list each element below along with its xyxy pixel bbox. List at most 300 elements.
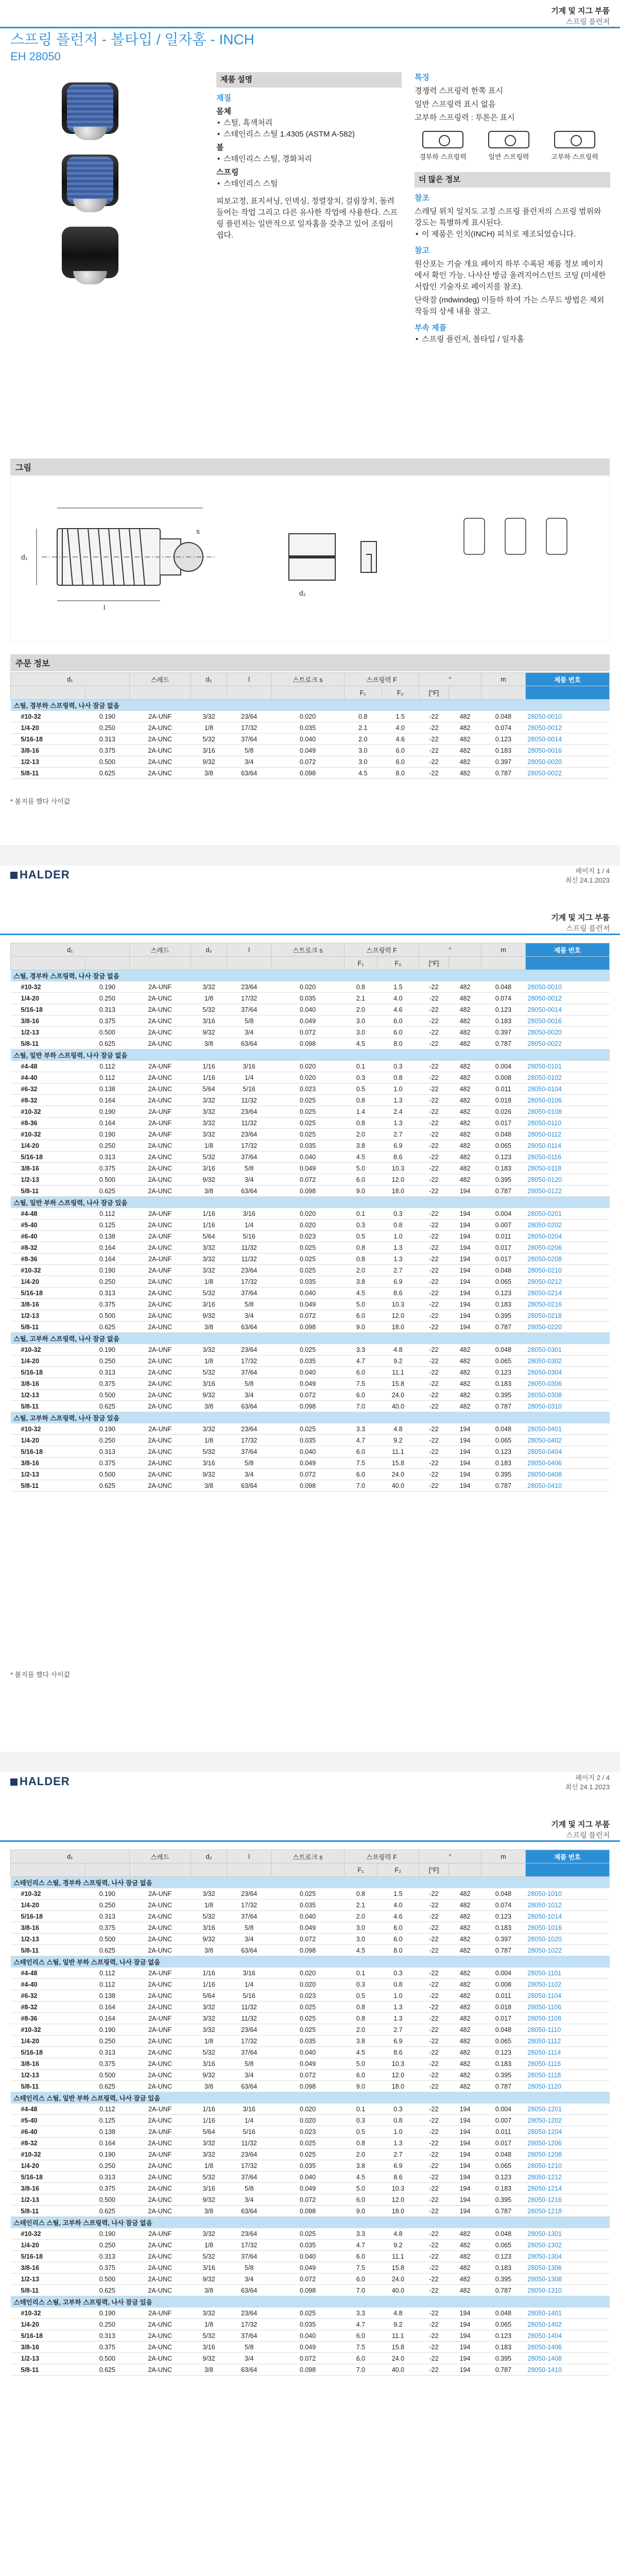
table-cell: 1/4-20 <box>11 2160 85 2172</box>
table-cell: 11/32 <box>227 1117 271 1129</box>
table-row <box>11 1208 610 1219</box>
table-cell: 9/32 <box>191 1934 227 1945</box>
order-number-link[interactable]: 28050-1120 <box>525 2081 609 2092</box>
table-cell: 5/16-18 <box>11 2172 85 2183</box>
order-number-link[interactable]: 28050-0022 <box>525 1038 609 1049</box>
table-header-cell: 스레드 <box>129 943 191 957</box>
order-number-link[interactable]: 28050-1304 <box>525 2251 609 2262</box>
footer-page-info <box>565 867 610 885</box>
table-cell: -22 <box>419 2319 449 2330</box>
table-group-title: 스틸, 경부하 스프링력, 나사 잠금 없음 <box>11 700 610 711</box>
material-label: 재질 <box>216 94 231 103</box>
table-cell: 0.123 <box>481 1911 526 1922</box>
table-cell: 10.3 <box>377 2058 419 2070</box>
table-cell: 5/32 <box>191 734 227 745</box>
table-cell: 194 <box>449 1185 481 1197</box>
table-group-row <box>11 1049 610 1061</box>
halder-logo <box>10 1775 70 1788</box>
order-number-link[interactable]: 28050-0014 <box>525 1004 609 1015</box>
table-cell: 0.048 <box>481 2228 526 2240</box>
table-cell: 482 <box>449 2251 481 2262</box>
order-number-link[interactable]: 28050-0402 <box>525 1435 609 1446</box>
table-row <box>11 711 610 722</box>
order-number-link[interactable]: 28050-1406 <box>525 2342 609 2353</box>
table-cell: 4.5 <box>345 1151 377 1163</box>
table-cell: 2A-UNC <box>129 1015 191 1027</box>
table-cell: 0.250 <box>85 1276 129 1287</box>
table-row <box>11 1900 610 1911</box>
order-number-link[interactable]: 28050-0214 <box>525 1287 609 1299</box>
table-cell: 63/64 <box>227 768 271 779</box>
table-cell: 17/32 <box>227 2319 271 2330</box>
order-number-link[interactable]: 28050-1410 <box>525 2364 609 2376</box>
table-cell: 0.098 <box>271 2285 345 2296</box>
table-cell: 0.164 <box>85 2013 129 2024</box>
order-number-link[interactable]: 28050-0218 <box>525 1310 609 1321</box>
spec-table-3 <box>10 1850 610 2376</box>
header-subcategory: 스프링 플런저 <box>565 1831 610 1839</box>
table-cell: 1/2-13 <box>11 1310 85 1321</box>
table-cell: 9.2 <box>377 1355 419 1367</box>
table-cell: 40.0 <box>377 2285 419 2296</box>
table-cell: #10-32 <box>11 711 85 722</box>
table-cell: 3/8-16 <box>11 745 85 756</box>
table-cell: 0.625 <box>85 2364 129 2376</box>
order-number-link[interactable]: 28050-0212 <box>525 1276 609 1287</box>
ball-line-1: • 스테인리스 스틸, 경화처리 <box>216 154 402 165</box>
table-cell: 0.074 <box>481 993 526 1004</box>
order-number-link[interactable]: 28050-1308 <box>525 2274 609 2285</box>
table-cell: 5/16-18 <box>11 1287 85 1299</box>
table-row <box>11 1253 610 1265</box>
table-cell: 0.065 <box>481 2160 526 2172</box>
table-cell: 0.787 <box>481 2081 526 2092</box>
order-number-link[interactable]: 28050-0106 <box>525 1095 609 1106</box>
table-cell: 3/32 <box>191 1129 227 1140</box>
table-cell: 0.123 <box>481 1446 526 1458</box>
table-cell: 9/32 <box>191 2274 227 2285</box>
table-cell: 17/32 <box>227 2160 271 2172</box>
table-cell: 0.098 <box>271 1038 345 1049</box>
table-cell: 0.183 <box>481 1299 526 1310</box>
order-number-link[interactable]: 28050-0020 <box>525 756 609 768</box>
table-cell: 17/32 <box>227 1140 271 1151</box>
table-cell: 0.8 <box>345 2138 377 2149</box>
table-cell: 194 <box>449 1446 481 1458</box>
table-cell: #4-48 <box>11 2104 85 2115</box>
order-number-link[interactable]: 28050-1401 <box>525 2308 609 2319</box>
table-cell: 2A-UNC <box>129 1027 191 1038</box>
order-number-link[interactable]: 28050-1020 <box>525 1934 609 1945</box>
table-cell: 0.072 <box>271 756 345 768</box>
table-cell: 482 <box>449 2262 481 2274</box>
table-cell: 0.112 <box>85 1061 129 1072</box>
table-cell: 0.787 <box>481 1038 526 1049</box>
table-cell: 0.098 <box>271 1185 345 1197</box>
table-cell: 3/8-16 <box>11 2342 85 2353</box>
order-number-link[interactable]: 28050-1301 <box>525 2228 609 2240</box>
table-cell: 3.0 <box>345 1027 377 1038</box>
order-number-link[interactable]: 28050-1302 <box>525 2240 609 2251</box>
table-header-cell: ° <box>419 673 481 686</box>
table-cell: 0.098 <box>271 1480 345 1492</box>
table-cell: 37/64 <box>227 734 271 745</box>
order-number-link[interactable]: 28050-0308 <box>525 1389 609 1401</box>
order-number-link[interactable]: 28050-1118 <box>525 2070 609 2081</box>
table-cell: 0.625 <box>85 2081 129 2092</box>
note-text-2: 단락잠 (mdwindeg) 이들하 하여 가는 스무드 방법은 제외 작동의 상세 내용 참고. <box>415 296 605 316</box>
table-cell: 18.0 <box>377 1185 419 1197</box>
table-cell: 2A-UNC <box>129 1945 191 1956</box>
order-number-link[interactable]: 28050-0306 <box>525 1378 609 1389</box>
order-number-link[interactable]: 28050-1116 <box>525 2058 609 2070</box>
order-number-link[interactable]: 28050-0122 <box>525 1185 609 1197</box>
table-cell: 1/2-13 <box>11 2274 85 2285</box>
table-cell: 3/32 <box>191 2228 227 2240</box>
table-cell: #6-40 <box>11 1231 85 1242</box>
table-cell: 0.023 <box>271 2126 345 2138</box>
table-cell: 482 <box>449 1344 481 1355</box>
table-cell: 194 <box>449 2308 481 2319</box>
order-number-link[interactable]: 28050-0304 <box>525 1367 609 1378</box>
table-cell: 482 <box>449 1027 481 1038</box>
order-number-link[interactable]: 28050-0010 <box>525 981 609 993</box>
order-number-link[interactable]: 28050-0118 <box>525 1163 609 1174</box>
table-header-cell: 스레드 <box>129 673 191 686</box>
page-header <box>551 1820 610 1840</box>
order-number-link[interactable]: 28050-0112 <box>525 1129 609 1140</box>
table-cell: 5/16-18 <box>11 2047 85 2058</box>
table-cell: 15.8 <box>377 1458 419 1469</box>
table-cell: -22 <box>419 1072 449 1083</box>
table-cell: -22 <box>419 1888 449 1900</box>
table-cell: 2A-UNC <box>129 2319 191 2330</box>
table-cell: -22 <box>419 1321 449 1333</box>
table-cell: 3/8 <box>191 2285 227 2296</box>
table-cell: -22 <box>419 2115 449 2126</box>
order-number-link[interactable]: 28050-1114 <box>525 2047 609 2058</box>
order-number-link[interactable]: 28050-1310 <box>525 2285 609 2296</box>
tip-label: 참조 <box>415 194 429 202</box>
table-group-row <box>11 2092 610 2104</box>
table-cell: 6.0 <box>345 2251 377 2262</box>
table-cell: 0.048 <box>481 1344 526 1355</box>
table-cell: 0.3 <box>377 1061 419 1072</box>
order-number-link[interactable]: 28050-1022 <box>525 1945 609 1956</box>
order-number-link[interactable]: 28050-1404 <box>525 2330 609 2342</box>
table-cell: 3/16 <box>191 1015 227 1027</box>
table-cell: 5/64 <box>191 2126 227 2138</box>
table-group-title: 스틸, 일반 부하 스프링력, 나사 잠금 있음 <box>11 1197 610 1208</box>
table-cell: 0.500 <box>85 1469 129 1480</box>
order-number-link[interactable]: 28050-1206 <box>525 2138 609 2149</box>
table-cell: 6.0 <box>345 1446 377 1458</box>
order-number-link[interactable]: 28050-0202 <box>525 1219 609 1231</box>
drawing-svg <box>11 477 609 641</box>
table-cell: 23/64 <box>227 1129 271 1140</box>
order-number-link[interactable]: 28050-1102 <box>525 1979 609 1990</box>
table-cell: 1/4 <box>227 1219 271 1231</box>
order-number-link[interactable]: 28050-0014 <box>525 734 609 745</box>
table-cell: 3/8 <box>191 1480 227 1492</box>
order-number-link[interactable]: 28050-0410 <box>525 1480 609 1492</box>
table-cell: 1/8 <box>191 1435 227 1446</box>
table-cell: 1/2-13 <box>11 1934 85 1945</box>
order-number-link[interactable]: 28050-0204 <box>525 1231 609 1242</box>
table-cell: 11.1 <box>377 1367 419 1378</box>
table-cell: -22 <box>419 2206 449 2217</box>
order-number-link[interactable]: 28050-0301 <box>525 1344 609 1355</box>
table-cell: -22 <box>419 2160 449 2172</box>
table-cell: -22 <box>419 2036 449 2047</box>
table-cell: 0.025 <box>271 2013 345 2024</box>
table-cell: 0.072 <box>271 1934 345 1945</box>
table-cell: 3/16 <box>191 1378 227 1389</box>
order-number-link[interactable]: 28050-0108 <box>525 1106 609 1117</box>
table-cell: 194 <box>449 1253 481 1265</box>
table-cell: 5/8-11 <box>11 1945 85 1956</box>
order-number-link[interactable]: 28050-0408 <box>525 1469 609 1480</box>
table-cell: 0.375 <box>85 1299 129 1310</box>
table-cell: 3/4 <box>227 2070 271 2081</box>
table-cell: 2A-UNC <box>129 1185 191 1197</box>
table-row <box>11 1979 610 1990</box>
spring-line-1: • 스테인리스 스틸 <box>216 178 402 190</box>
table-cell: 3/16 <box>191 2058 227 2070</box>
table-cell: 194 <box>449 2342 481 2353</box>
table-row <box>11 2081 610 2092</box>
order-number-link[interactable]: 28050-1214 <box>525 2183 609 2194</box>
table-cell: 5/64 <box>191 1083 227 1095</box>
table-cell: 1/2-13 <box>11 756 85 768</box>
order-number-link[interactable]: 28050-0210 <box>525 1265 609 1276</box>
table-cell: 2A-UNF <box>129 711 191 722</box>
order-number-link[interactable]: 28050-0110 <box>525 1117 609 1129</box>
table-cell: 3/8 <box>191 2081 227 2092</box>
table-cell: 5/16 <box>227 1231 271 1242</box>
order-number-link[interactable]: 28050-1402 <box>525 2319 609 2330</box>
order-number-link[interactable]: 28050-1218 <box>525 2206 609 2217</box>
table-cell: 2A-UNF <box>129 2013 191 2024</box>
table-cell: -22 <box>419 1911 449 1922</box>
order-number-link[interactable]: 28050-1104 <box>525 1990 609 2002</box>
order-number-link[interactable]: 28050-0220 <box>525 1321 609 1333</box>
table-cell: 1/4-20 <box>11 722 85 734</box>
table-cell: 3/8-16 <box>11 1378 85 1389</box>
table-row <box>11 2262 610 2274</box>
table-cell: -22 <box>419 1934 449 1945</box>
table-cell: 23/64 <box>227 2228 271 2240</box>
table-cell: 0.250 <box>85 2240 129 2251</box>
order-number-link[interactable]: 28050-0201 <box>525 1208 609 1219</box>
table-row <box>11 1061 610 1072</box>
order-number-link[interactable]: 28050-0101 <box>525 1061 609 1072</box>
table-cell: 0.1 <box>345 1061 377 1072</box>
table-cell: 0.500 <box>85 1389 129 1401</box>
table-cell: 2.0 <box>345 2149 377 2160</box>
heavy-force-label: 고부하 스프링력 <box>551 153 598 161</box>
table-row <box>11 2228 610 2240</box>
table-cell: 2A-UNC <box>129 2353 191 2364</box>
table-cell: -22 <box>419 1027 449 1038</box>
table-cell: 0.190 <box>85 2228 129 2240</box>
table-cell: 482 <box>449 2285 481 2296</box>
table-cell: 0.020 <box>271 2104 345 2115</box>
table-cell: -22 <box>419 1458 449 1469</box>
table-cell: 2A-UNF <box>129 1208 191 1219</box>
order-number-link[interactable]: 28050-0216 <box>525 1299 609 1310</box>
table-cell: 0.625 <box>85 2285 129 2296</box>
table-cell: #6-32 <box>11 1083 85 1095</box>
order-number-link[interactable]: 28050-1110 <box>525 2024 609 2036</box>
table-cell: #4-48 <box>11 1061 85 1072</box>
order-number-link[interactable]: 28050-0302 <box>525 1355 609 1367</box>
table-cell: 1/8 <box>191 993 227 1004</box>
table-cell: 3.8 <box>345 1140 377 1151</box>
table-cell: 4.0 <box>377 993 419 1004</box>
table-cell: -22 <box>419 1015 449 1027</box>
table-cell: 0.250 <box>85 2319 129 2330</box>
table-cell: 0.5 <box>345 1990 377 2002</box>
table-cell: 10.3 <box>377 1163 419 1174</box>
table-cell: 2A-UNC <box>129 1990 191 2002</box>
table-cell: 5/16-18 <box>11 2330 85 2342</box>
table-row <box>11 2138 610 2149</box>
table-cell: 2A-UNC <box>129 2194 191 2206</box>
order-number-link[interactable]: 28050-0114 <box>525 1140 609 1151</box>
order-number-link[interactable]: 28050-1014 <box>525 1911 609 1922</box>
order-number-link[interactable]: 28050-0102 <box>525 1072 609 1083</box>
order-number-link[interactable]: 28050-1101 <box>525 1968 609 1979</box>
table-cell: 1/2-13 <box>11 1174 85 1185</box>
order-number-link[interactable]: 28050-1106 <box>525 2002 609 2013</box>
table-row <box>11 2126 610 2138</box>
order-number-link[interactable]: 28050-1408 <box>525 2353 609 2364</box>
order-number-link[interactable]: 28050-0206 <box>525 1242 609 1253</box>
table-cell: 0.3 <box>345 1979 377 1990</box>
table-cell: 5/8 <box>227 1163 271 1174</box>
table-cell: #10-32 <box>11 1344 85 1355</box>
table-cell: 3/8 <box>191 1185 227 1197</box>
table-cell: 23/64 <box>227 2024 271 2036</box>
table-cell: 0.035 <box>271 993 345 1004</box>
spring-force-icons <box>415 131 610 163</box>
table-subheader-cell <box>11 1863 85 1877</box>
table-cell: 0.313 <box>85 2172 129 2183</box>
order-number-link[interactable]: 28050-0208 <box>525 1253 609 1265</box>
table-cell: 7.5 <box>345 1378 377 1389</box>
table-cell: 0.011 <box>481 1083 526 1095</box>
logo-mark-icon <box>10 872 18 879</box>
table-header-cell: d₂ <box>191 1850 227 1863</box>
order-number-link[interactable]: 28050-1202 <box>525 2115 609 2126</box>
order-number-link[interactable]: 28050-1108 <box>525 2013 609 2024</box>
order-number-link[interactable]: 28050-1016 <box>525 1922 609 1934</box>
table-cell: -22 <box>419 1265 449 1276</box>
table-cell: -22 <box>419 1004 449 1015</box>
table-cell: 0.123 <box>481 2047 526 2058</box>
table-cell: 4.5 <box>345 1038 377 1049</box>
table-cell: 0.004 <box>481 1208 526 1219</box>
order-number-link[interactable]: 28050-0401 <box>525 1423 609 1435</box>
table-cell: 0.625 <box>85 1480 129 1492</box>
table-cell: 2A-UNC <box>129 1174 191 1185</box>
table-cell: 5/64 <box>191 1990 227 2002</box>
table-cell: 2A-UNF <box>129 981 191 993</box>
table-cell: 6.0 <box>345 2330 377 2342</box>
order-number-link[interactable]: 28050-0012 <box>525 722 609 734</box>
table-cell: 0.190 <box>85 981 129 993</box>
table-row <box>11 1174 610 1185</box>
order-number-link[interactable]: 28050-0310 <box>525 1401 609 1412</box>
table-cell: 0.164 <box>85 1253 129 1265</box>
table-cell: 3/8 <box>191 2364 227 2376</box>
table-subheader-cell <box>449 1863 481 1877</box>
table-cell: 0.025 <box>271 2002 345 2013</box>
table-cell: 11/32 <box>227 2138 271 2149</box>
order-number-link[interactable]: 28050-0116 <box>525 1151 609 1163</box>
table-cell: 194 <box>449 1265 481 1276</box>
table-cell: 482 <box>449 1968 481 1979</box>
order-number-link[interactable]: 28050-0016 <box>525 1015 609 1027</box>
title-block <box>10 28 254 63</box>
table-group-row <box>11 1333 610 1344</box>
table-cell: 482 <box>449 1163 481 1174</box>
table-cell: 0.040 <box>271 1004 345 1015</box>
accessory-bullet: • 스프링 플런저, 볼타입 / 일자홈 <box>415 334 610 345</box>
order-number-link[interactable]: 28050-1216 <box>525 2194 609 2206</box>
table-row <box>11 1911 610 1922</box>
order-number-link[interactable]: 28050-0010 <box>525 711 609 722</box>
table-row <box>11 1922 610 1934</box>
table-cell: 6.0 <box>377 1015 419 1027</box>
order-number-link[interactable]: 28050-1210 <box>525 2160 609 2172</box>
table-cell: 5/16 <box>227 2126 271 2138</box>
order-number-link[interactable]: 28050-1012 <box>525 1900 609 1911</box>
order-number-link[interactable]: 28050-1010 <box>525 1888 609 1900</box>
table-row <box>11 2115 610 2126</box>
order-number-link[interactable]: 28050-1212 <box>525 2172 609 2183</box>
order-number-link[interactable]: 28050-0120 <box>525 1174 609 1185</box>
order-number-link[interactable]: 28050-0406 <box>525 1458 609 1469</box>
table-row <box>11 2160 610 2172</box>
table-group-row <box>11 700 610 711</box>
order-number-link[interactable]: 28050-1112 <box>525 2036 609 2047</box>
order-number-link[interactable]: 28050-0020 <box>525 1027 609 1038</box>
table-cell: 3/8 <box>191 768 227 779</box>
table-cell: 0.048 <box>481 1888 526 1900</box>
table-cell: 0.625 <box>85 768 129 779</box>
order-number-link[interactable]: 28050-0404 <box>525 1446 609 1458</box>
order-number-link[interactable]: 28050-1201 <box>525 2104 609 2115</box>
table-subheader-cell <box>481 1863 526 1877</box>
table-cell: -22 <box>419 1435 449 1446</box>
table-cell: 15.8 <box>377 2262 419 2274</box>
order-number-link[interactable]: 28050-0012 <box>525 993 609 1004</box>
table-cell: 0.040 <box>271 1446 345 1458</box>
header-category: 기계 및 지그 부품 <box>551 913 610 922</box>
table-row <box>11 2013 610 2024</box>
table-cell: 5/8-11 <box>11 1321 85 1333</box>
table-cell: 0.112 <box>85 1208 129 1219</box>
order-number-link[interactable]: 28050-1204 <box>525 2126 609 2138</box>
order-number-link[interactable]: 28050-0016 <box>525 745 609 756</box>
order-number-link[interactable]: 28050-0104 <box>525 1083 609 1095</box>
table-cell: 194 <box>449 1299 481 1310</box>
order-number-link[interactable]: 28050-1306 <box>525 2262 609 2274</box>
order-number-link[interactable]: 28050-1208 <box>525 2149 609 2160</box>
order-number-link[interactable]: 28050-0022 <box>525 768 609 779</box>
